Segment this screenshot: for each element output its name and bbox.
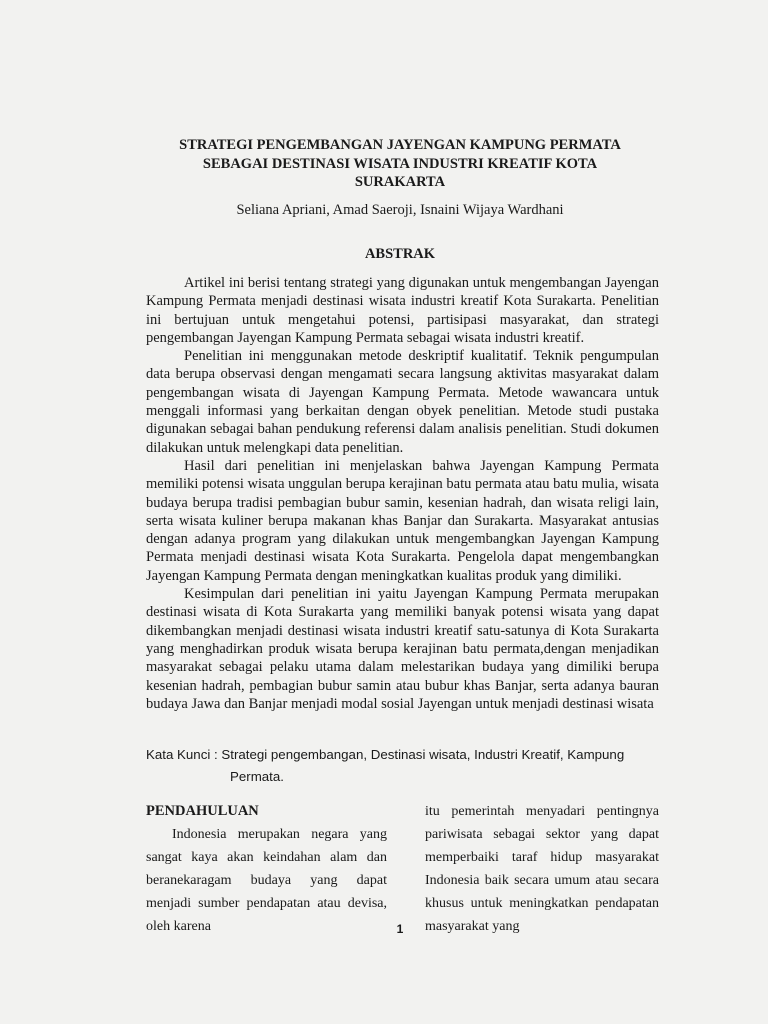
page-number: 1 bbox=[396, 922, 404, 936]
abstract-paragraph-2: Penelitian ini menggunakan metode deskriptif kualitatif. Teknik pengumpulan data berupa observasi dengan mengamati secara langsung aktivitas masyarakat dalam pengembangan wisata di Jayengan Kampung Permata. Metode wawancara untuk menggali informasi yang berkaitan dengan obyek penelitian. Metode studi pustaka digunakan sebagai bahan pendukung referensi dalam analisis penelitian. Studi dokumen dilakukan untuk melengkapi data penelitian. bbox=[146, 348, 659, 456]
abstract-body bbox=[146, 274, 659, 713]
paper-title bbox=[140, 136, 660, 192]
intro-left-text: Indonesia merupakan negara yang sangat kaya akan keindahan alam dan beranekaragam budaya yang dapat menjadi sumber pendapatan atau devisa, oleh karena bbox=[146, 827, 387, 934]
title-line-3: SURAKARTA bbox=[354, 174, 446, 190]
intro-right-text: itu pemerintah menyadari pentingnya pariwisata sebagai sektor yang dapat memperbaiki taraf hidup masyarakat Indonesia baik secara umum atau secara khusus untuk meningkatkan pendapatan masyarakat yang bbox=[425, 804, 659, 934]
abstract-heading: ABSTRAK bbox=[364, 246, 436, 262]
author-list: Seliana Apriani, Amad Saeroji, Isnaini Wijaya Wardhani bbox=[236, 202, 564, 218]
abstract-paragraph-3: Hasil dari penelitian ini menjelaskan bahwa Jayengan Kampung Permata memiliki potensi wisata unggulan berupa kerajinan batu permata atau batu mulia, wisata budaya berupa tradisi pembagian bubur samin, kesenian hadrah, dan wisata religi lain, serta wisata kuliner berupa makanan khas Banjar dan Surakarta. Masyarakat antusias dengan adanya program yang dilakukan untuk mengembangkan Jayengan Kampung Permata menjadi destinasi wisata Kota Surakarta. Pengelola dapat mengembangkan Jayengan Kampung Permata dengan meningkatkan kualitas produk yang dimiliki. bbox=[146, 457, 659, 584]
abstract-paragraph-1: Artikel ini berisi tentang strategi yang digunakan untuk mengembangan Jayengan Kampung Permata menjadi destinasi wisata industri kreatif Kota Surakarta. Penelitian ini bertujuan untuk mengetahui potensi, partisipasi masyarakat, dan strategi pengembangan Jayengan Kampung Permata sebagai wisata industri kreatif. bbox=[146, 275, 659, 346]
title-line-1: STRATEGI PENGEMBANGAN JAYENGAN KAMPUNG PERMATA bbox=[179, 137, 621, 153]
abstract-paragraph-4: Kesimpulan dari penelitian ini yaitu Jayengan Kampung Permata merupakan destinasi wisata di Kota Surakarta yang memiliki banyak potensi wisata yang dapat dikembangkan menjadi destinasi wisata industri kreatif satu-satunya di Kota Surakarta yang menghadirkan produk wisata berupa kerajinan batu permata,dengan menjadikan masyarakat sebagai pelaku utama dalam melestarikan budaya yang dimiliki berupa kesenian hadrah, pembagian bubur samin atau bubur khas Banjar, serta adanya bauran budaya Jawa dan Banjar menjadi modal sosial Jayengan untuk menjadi destinasi wisata bbox=[146, 586, 659, 712]
intro-right-column bbox=[425, 800, 659, 938]
intro-left-column bbox=[146, 800, 387, 938]
keywords-block bbox=[146, 744, 659, 788]
keywords-line: Kata Kunci : Strategi pengembangan, Destinasi wisata, Industri Kreatif, Kampung bbox=[146, 747, 625, 762]
keywords-continuation: Permata. bbox=[230, 769, 284, 784]
section-heading-pendahuluan: PENDAHULUAN bbox=[146, 803, 259, 819]
title-line-2: SEBAGAI DESTINASI WISATA INDUSTRI KREATIF KOTA bbox=[202, 155, 598, 172]
